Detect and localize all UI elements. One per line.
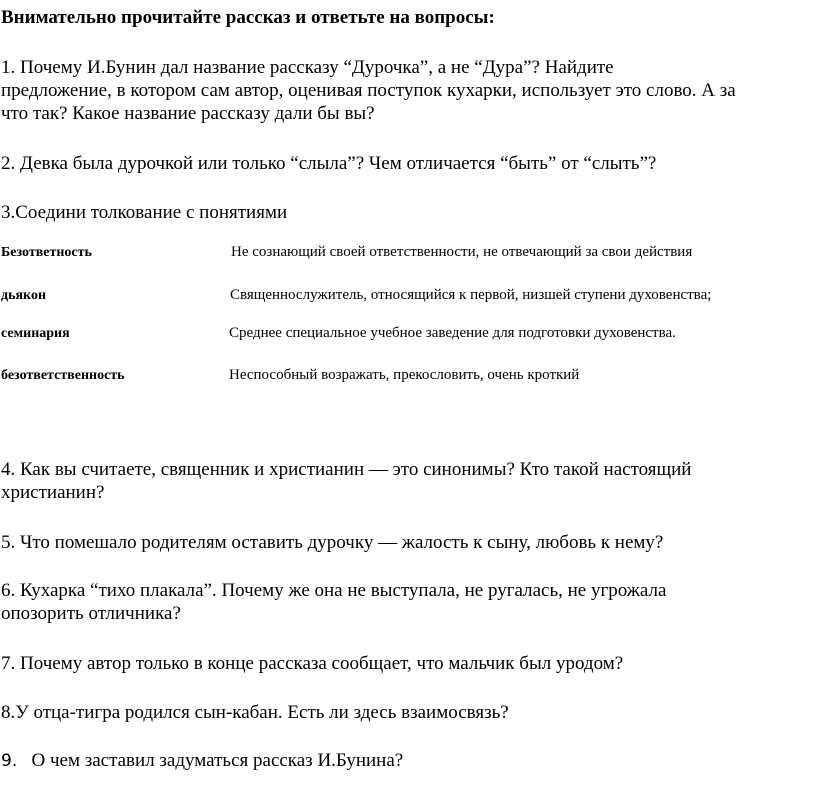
- question-1-line-2: предложение, в котором сам автор, оценивая поступок кухарки, использует это слово. А за: [1, 80, 736, 101]
- question-3-title: 3.Соедини толкование с понятиями: [1, 202, 288, 223]
- question-1-line-3: что так? Какое название рассказу дали бы вы?: [1, 103, 375, 124]
- question-2: 2. Девка была дурочкой или только “слыла”? Чем отличается “быть” от “слыть”?: [1, 153, 657, 174]
- match-definition-2: Священнослужитель, относящийся к первой, низшей ступени духовенства;: [230, 287, 712, 303]
- match-definition-3: Среднее специальное учебное заведение для подготовки духовенства.: [229, 325, 676, 341]
- question-8: 8.У отца-тигра родился сын-кабан. Есть ли здесь взаимосвязь?: [1, 702, 509, 723]
- match-term-3: семинария: [1, 326, 70, 341]
- match-definition-4: Неспособный возражать, прекословить, очень кроткий: [229, 367, 580, 383]
- question-9: [1, 749, 403, 773]
- match-term-4: безответственность: [1, 368, 125, 383]
- question-6-line-2: опозорить отличника?: [1, 603, 181, 624]
- question-4-line-2: христианин?: [1, 482, 105, 503]
- question-5: 5. Что помешало родителям оставить дурочку — жалость к сыну, любовь к нему?: [1, 532, 664, 553]
- match-term-1: Безответность: [1, 245, 92, 260]
- question-4-line-1: 4. Как вы считаете, священник и христианин — это синонимы? Кто такой настоящий: [1, 459, 692, 480]
- match-definition-1: Не сознающий своей ответственности, не отвечающий за свои действия: [231, 244, 693, 260]
- question-7: 7. Почему автор только в конце рассказа сообщает, что мальчик был уродом?: [1, 653, 624, 674]
- question-1-line-1: 1. Почему И.Бунин дал название рассказу “Дурочка”, а не “Дура”? Найдите: [1, 57, 614, 78]
- question-9-number: 9.: [1, 751, 18, 771]
- page-heading: Внимательно прочитайте рассказ и ответьте на вопросы:: [1, 7, 495, 28]
- match-term-2: дьякон: [1, 288, 47, 303]
- question-9-text: О чем заставил задуматься рассказ И.Бунина?: [31, 750, 404, 771]
- question-6-line-1: 6. Кухарка “тихо плакала”. Почему же она не выступала, не ругалась, не угрожала: [1, 580, 667, 601]
